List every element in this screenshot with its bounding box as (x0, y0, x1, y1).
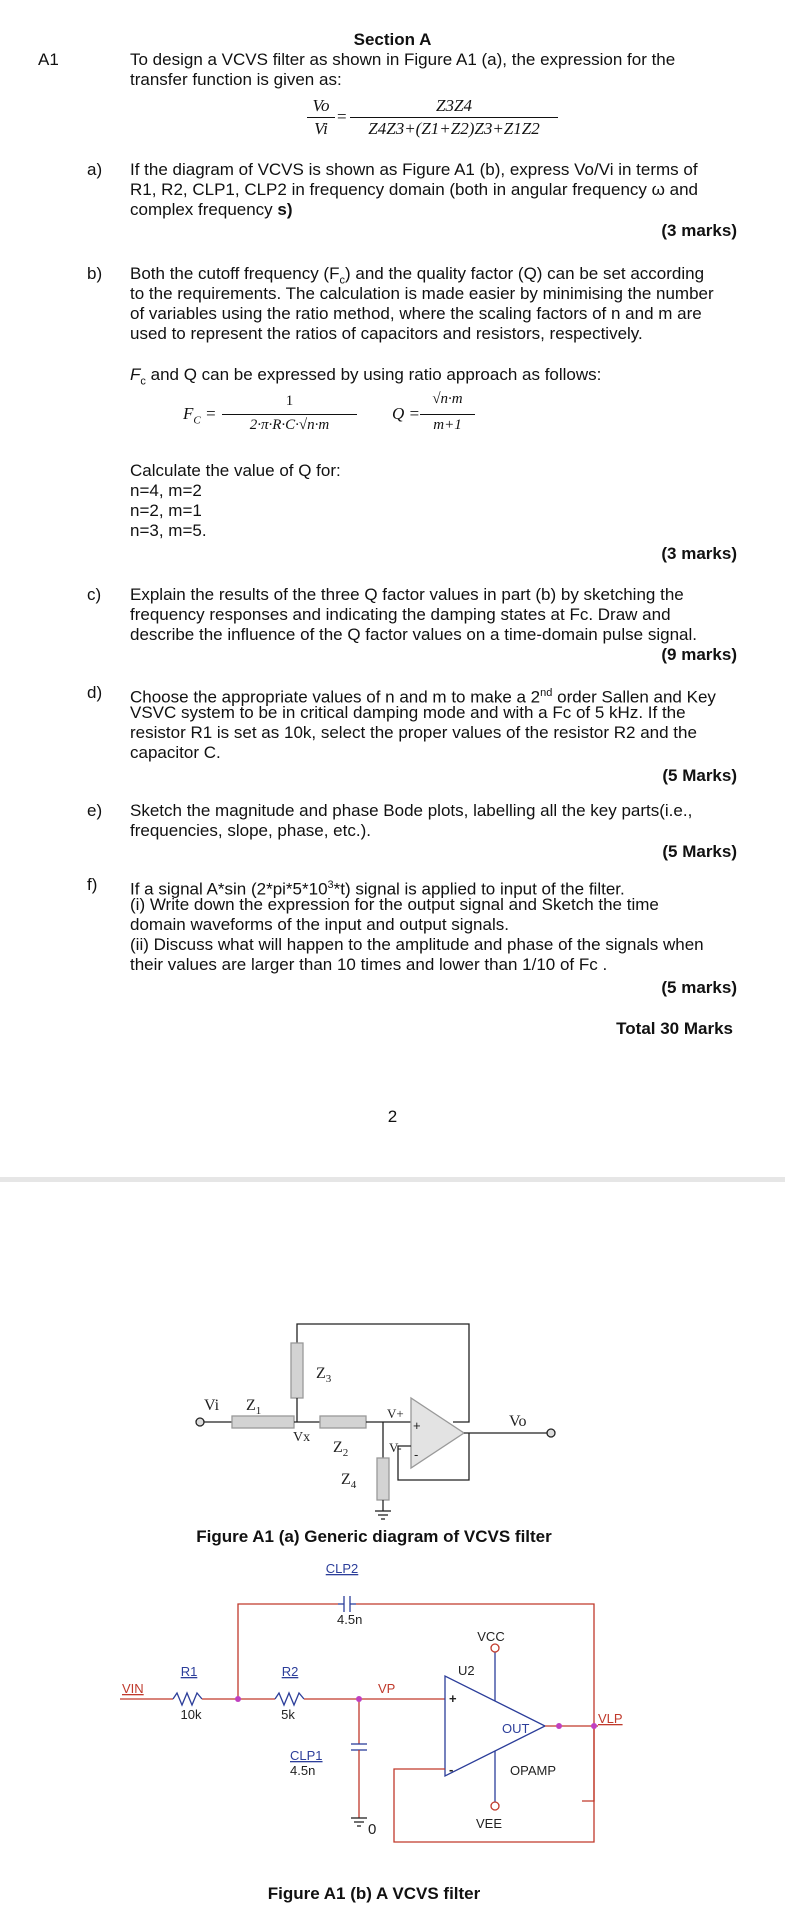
label-vplus: V+ (387, 1406, 404, 1421)
total-marks: Total 30 Marks (616, 1019, 733, 1038)
label-vin: VIN (122, 1681, 144, 1696)
part-a-line-3: complex frequency s) (130, 200, 293, 219)
junction-out (556, 1723, 562, 1729)
label-vo: Vo (509, 1413, 527, 1430)
vee-terminal (491, 1802, 499, 1810)
part-label: c) (87, 585, 102, 604)
part-e-line-2: frequencies, slope, phase, etc.). (130, 821, 371, 840)
label-vx: Vx (293, 1430, 311, 1445)
part-c-line-2: frequency responses and indicating the damping states at Fc. Draw and (130, 605, 671, 624)
label-opamp-b-minus: - (449, 1762, 454, 1777)
z2-block (320, 1416, 366, 1428)
vi-terminal (196, 1418, 204, 1426)
label-z3: $Z_3$ (316, 1365, 332, 1385)
section-title: Section A (353, 30, 432, 49)
part-b-line-4: used to represent the ratios of capacitors and resistors, respectively. (130, 324, 643, 343)
tf-equals: = (337, 107, 347, 126)
z1-block (232, 1416, 294, 1428)
case-1: n=4, m=2 (130, 481, 202, 500)
label-r2: R2 (281, 1664, 299, 1679)
z3-block (291, 1343, 303, 1398)
label-r1-value: 10k (180, 1707, 202, 1722)
part-f-line-5: their values are larger than 10 times and lower than 1/10 of Fc . (130, 955, 608, 974)
label-clp2-value: 4.5n (337, 1612, 363, 1627)
part-f-marks: (5 marks) (661, 978, 737, 997)
intro-line-1: To design a VCVS filter as shown in Figure A1 (a), the expression for the (130, 50, 676, 69)
vcc-terminal (491, 1644, 499, 1652)
r2-resistor (275, 1693, 304, 1705)
label-u2: U2 (458, 1663, 475, 1678)
tf-lhs-numerator: Vo (312, 96, 330, 115)
part-c-marks: (9 marks) (661, 645, 737, 664)
part-d-marks: (5 Marks) (662, 766, 737, 785)
label-vp: VP (378, 1681, 396, 1696)
fc-formula-numerator: 1 (285, 393, 294, 409)
part-b-line-2: to the requirements. The calculation is made easier by minimising the number (130, 284, 714, 303)
vo-terminal (547, 1429, 555, 1437)
part-d-line-3: resistor R1 is set as 10k, select the proper values of the resistor R2 and the (130, 723, 697, 742)
part-label: e) (87, 801, 103, 820)
part-f-line-1: If a signal A*sin $(2*pi*5*10^3*t)$ signal is applied to input of the filter. (130, 879, 625, 899)
label-opamp-b-plus: + (449, 1691, 457, 1706)
part-f-line-4: (ii) Discuss what will happen to the amplitude and phase of the signals when (130, 935, 704, 954)
part-b-line-1: Both the cutoff frequency $(F_c)$ and the quality factor (Q) can be set according (130, 264, 705, 287)
opamp-a (411, 1398, 464, 1468)
page-number: 2 (387, 1107, 398, 1126)
part-a-line-2: R1, R2, CLP1, CLP2 in frequency domain (both in angular frequency ω and (130, 180, 698, 199)
part-a-line-1: If the diagram of VCVS is shown as Figure A1 (b), express Vo/Vi in terms of (130, 160, 698, 179)
label-clp2: CLP2 (325, 1561, 359, 1576)
label-clp1-value: 4.5n (290, 1763, 316, 1778)
part-f-line-3: domain waveforms of the input and output signals. (130, 915, 509, 934)
part-d-line-1: Choose the appropriate values of n and m to make a 2nd order Sallen and Key (130, 687, 716, 707)
tf-rhs-numerator: Z3Z4 (436, 96, 472, 115)
junction-vp (356, 1696, 362, 1702)
tf-lhs-fraction-bar (307, 117, 335, 118)
part-c-line-1: Explain the results of the three Q factor values in part (b) by sketching the (130, 585, 684, 604)
label-out: OUT (502, 1721, 530, 1736)
tf-rhs-denominator: Z4Z3+(Z1+Z2)Z3+Z1Z2 (368, 119, 540, 138)
intro-line-2: transfer function is given as: (130, 70, 342, 89)
clp2-left-wire (238, 1604, 338, 1699)
z4-block (377, 1458, 389, 1500)
label-clp1: CLP1 (290, 1748, 323, 1763)
label-z4: $Z_4$ (341, 1471, 357, 1491)
figure-a-caption: Figure A1 (a) Generic diagram of VCVS filter (196, 1527, 552, 1546)
figure-a-diagram (196, 1324, 555, 1519)
question-id: A1 (38, 50, 59, 69)
label-vlp: VLP (598, 1711, 623, 1726)
calc-line: Calculate the value of Q for: (130, 461, 341, 480)
part-d-line-4: capacitor C. (130, 743, 221, 762)
tf-lhs-denominator: Vi (314, 119, 328, 138)
part-label: b) (87, 264, 103, 283)
junction-vlp (591, 1723, 597, 1729)
label-z1: $Z_1$ (246, 1397, 262, 1417)
r1-resistor (173, 1693, 202, 1705)
part-label: d) (87, 683, 103, 702)
ratio-intro: $F_c$ and Q can be expressed by using ratio approach as follows: (130, 365, 602, 388)
page-2 (0, 1178, 785, 1920)
label-vcc: VCC (477, 1629, 505, 1644)
part-label: a) (87, 160, 103, 179)
part-label: f) (87, 875, 98, 894)
q-formula-bar (420, 414, 475, 415)
case-2: n=2, m=1 (130, 501, 202, 520)
tf-rhs-fraction-bar (350, 117, 558, 118)
part-d-line-2: VSVC system to be in critical damping mode and with a Fc of 5 kHz. If the (130, 703, 686, 722)
label-opamp-plus: + (413, 1418, 421, 1433)
part-a-marks: (3 marks) (661, 221, 737, 240)
q-formula-lhs: Q = (392, 404, 421, 423)
part-f-line-2: (i) Write down the expression for the output signal and Sketch the time (130, 895, 659, 914)
fc-formula-lhs: $F_C$ = (183, 404, 217, 427)
part-e-line-1: Sketch the magnitude and phase Bode plots, labelling all the key parts(i.e., (130, 801, 693, 820)
part-e-marks: (5 Marks) (662, 842, 737, 861)
label-r2-value: 5k (281, 1707, 295, 1722)
case-3: n=3, m=5. (130, 521, 207, 540)
label-opamp-minus: - (414, 1447, 419, 1462)
junction-r1-r2 (235, 1696, 241, 1702)
q-formula-numerator: √n·m (432, 391, 463, 407)
fc-formula-bar (222, 414, 357, 415)
figure-b-caption: Figure A1 (b) A VCVS filter (267, 1884, 481, 1903)
label-ground-0: 0 (368, 1821, 377, 1838)
clp2-right-wire (356, 1604, 594, 1801)
label-vminus: V- (389, 1440, 402, 1455)
part-c-line-3: describe the influence of the Q factor values on a time-domain pulse signal. (130, 625, 697, 644)
label-opamp-type: OPAMP (510, 1763, 556, 1778)
label-r1: R1 (180, 1664, 198, 1679)
fc-formula-denominator: 2·π·R·C·√n·m (249, 417, 330, 433)
part-b-line-3: of variables using the ratio method, where the scaling factors of n and m are (130, 304, 702, 323)
label-vi: Vi (204, 1397, 220, 1414)
label-z2: $Z_2$ (333, 1439, 349, 1459)
part-b-marks: (3 marks) (661, 544, 737, 563)
label-vee: VEE (475, 1816, 503, 1831)
q-formula-denominator: m+1 (433, 417, 462, 433)
figure-area (0, 1178, 785, 1920)
